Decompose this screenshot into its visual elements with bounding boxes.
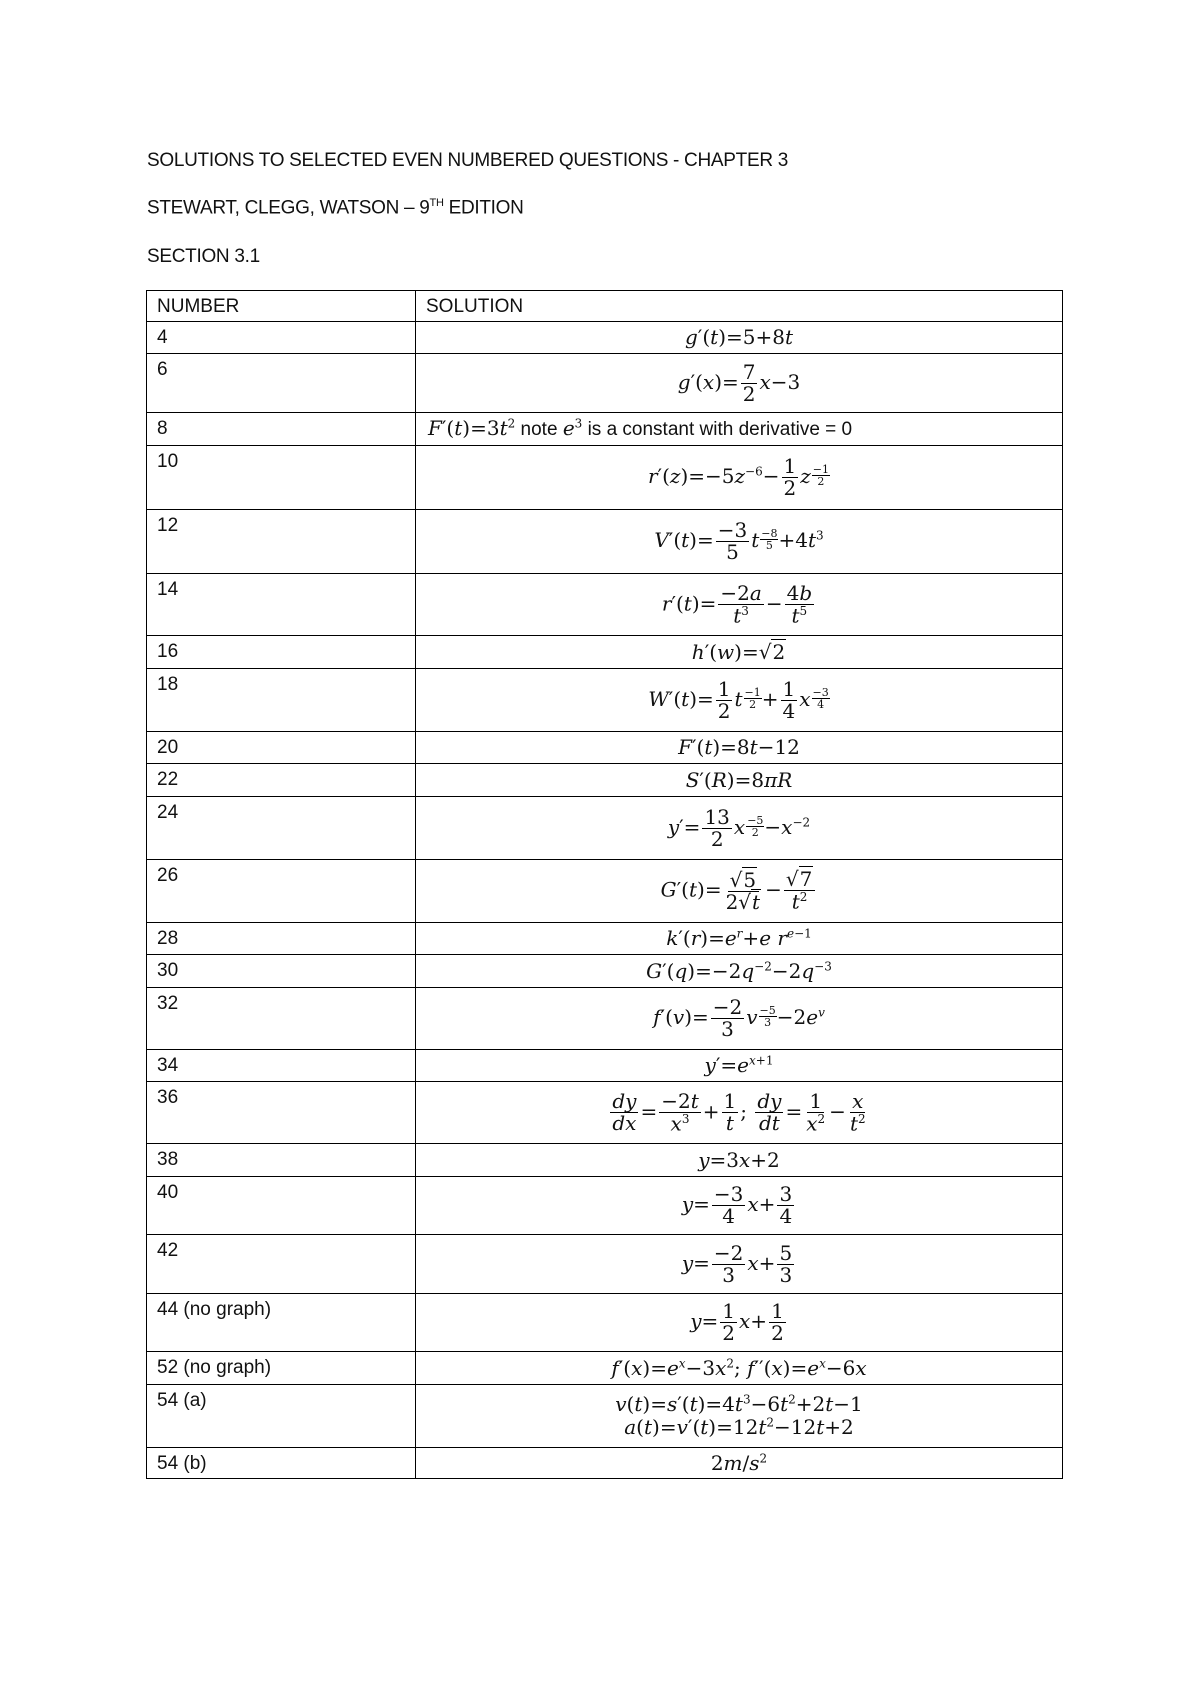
- solution-formula: y′= $\frac{13}{2}$ x $\frac{-5}{2}$ $-x^{-2}$: [416, 797, 1063, 860]
- table-row: [147, 669, 1063, 732]
- question-number: 26: [147, 860, 416, 923]
- table-row: [147, 1385, 1063, 1448]
- column-header-solution: SOLUTION: [416, 291, 1063, 322]
- table-row: [147, 1082, 1063, 1144]
- question-number: 42: [147, 1235, 416, 1294]
- table-row: [147, 1144, 1063, 1177]
- table-row: [147, 1448, 1063, 1479]
- book-edition-line: STEWART, CLEGG, WATSON – 9TH EDITION: [147, 197, 524, 219]
- solution-formula: S′(R)=8πR: [416, 764, 1063, 797]
- section-heading: SECTION 3.1: [147, 246, 260, 267]
- solution-formula: y= $\frac{-3}{4}$ x+ $\frac{3}{4}$: [416, 1177, 1063, 1235]
- table-row: [147, 764, 1063, 797]
- question-number: 24: [147, 797, 416, 860]
- solution-formula: $y'=e^{x+1}$: [416, 1050, 1063, 1082]
- solution-formula: W′(t)= $\frac{1}{2}$ t $\frac{-1}{2}$ + $\frac{1}{4}$ x $\frac{-3}{4}$: [416, 669, 1063, 732]
- table-header-row: [147, 291, 1063, 322]
- question-number: 38: [147, 1144, 416, 1177]
- question-number: 44 (no graph): [147, 1294, 416, 1352]
- table-row: [147, 1050, 1063, 1082]
- column-header-number: NUMBER: [147, 291, 416, 322]
- solutions-table: [146, 290, 1063, 1479]
- table-row: [147, 955, 1063, 988]
- table-row: [147, 1177, 1063, 1235]
- solution-formula: y=3x+2: [416, 1144, 1063, 1177]
- table-row: [147, 1235, 1063, 1294]
- question-number: 4: [147, 322, 416, 354]
- solution-formula: $v(t)=s'(t)=4t^3-6t^2+2t-1$ $a(t)=v'(t)=12t^2-12t+2$: [416, 1385, 1063, 1448]
- question-number: 12: [147, 510, 416, 574]
- question-number: 52 (no graph): [147, 1352, 416, 1385]
- solution-formula: h′(w)=√2: [416, 636, 1063, 669]
- question-number: 14: [147, 574, 416, 636]
- table-row: [147, 732, 1063, 764]
- solution-formula: f′(v)= $\frac{-2}{3}$ v $\frac{-5}{3}$ $-2e^v$: [416, 988, 1063, 1050]
- table-row: [147, 923, 1063, 955]
- solution-formula: $r'(z)=-5z^{-6}-$ $\frac{1}{2}$ z $\frac{-1}{2}$: [416, 446, 1063, 510]
- question-number: 20: [147, 732, 416, 764]
- question-number: 32: [147, 988, 416, 1050]
- solution-formula: $2m/s^2$: [416, 1448, 1063, 1479]
- table-row: [147, 413, 1063, 446]
- table-row: [147, 797, 1063, 860]
- solution-formula: y= $\frac{-2}{3}$ x+ $\frac{5}{3}$: [416, 1235, 1063, 1294]
- table-row: [147, 860, 1063, 923]
- table-row: [147, 1294, 1063, 1352]
- solution-formula: $F'(t)=3t^2$ note $e^3$ is a constant with derivative = 0: [416, 413, 1063, 446]
- solution-formula: g′(t)=5+8t: [416, 322, 1063, 354]
- solution-formula: r′(t)= $\frac{-2a}{t^3}$ − $\frac{4b}{t^5}$: [416, 574, 1063, 636]
- solution-formula: $f'(x)=e^x-3x^2$; $f''(x)=e^x-6x$: [416, 1352, 1063, 1385]
- solution-formula: g′(x)= $\frac{7}{2}$ x−3: [416, 354, 1063, 413]
- table-row: [147, 988, 1063, 1050]
- solution-formula: $k'(r)=e^r+e$ $r^{e-1}$: [416, 923, 1063, 955]
- table-row: [147, 354, 1063, 413]
- question-number: 6: [147, 354, 416, 413]
- question-number: 8: [147, 413, 416, 446]
- question-number: 54 (b): [147, 1448, 416, 1479]
- table-row: [147, 446, 1063, 510]
- question-number: 54 (a): [147, 1385, 416, 1448]
- question-number: 28: [147, 923, 416, 955]
- solution-formula: y= $\frac{1}{2}$ x+ $\frac{1}{2}$: [416, 1294, 1063, 1352]
- question-number: 10: [147, 446, 416, 510]
- solution-formula: V′(t)= $\frac{-3}{5}$ t $\frac{-8}{5}$ $+4t^3$: [416, 510, 1063, 574]
- question-number: 18: [147, 669, 416, 732]
- question-number: 40: [147, 1177, 416, 1235]
- table-row: [147, 1352, 1063, 1385]
- question-number: 30: [147, 955, 416, 988]
- solution-formula: G′(t)= $\frac{√5}{2√t}$ − $\frac{√7}{t^2}$: [416, 860, 1063, 923]
- table-row: [147, 574, 1063, 636]
- question-number: 22: [147, 764, 416, 797]
- question-number: 16: [147, 636, 416, 669]
- solution-formula: $G'(q)=-2q^{-2}-2q^{-3}$: [416, 955, 1063, 988]
- solution-formula: $\frac{dy}{dx}$ = $\frac{-2t}{x^3}$ + $\frac{1}{t}$ ; $\frac{dy}{dt}$ = $\frac{1}{x^2}$ − $\frac{x}{t^2}$: [416, 1082, 1063, 1144]
- table-row: [147, 510, 1063, 574]
- table-row: [147, 636, 1063, 669]
- table-row: [147, 322, 1063, 354]
- document-title: SOLUTIONS TO SELECTED EVEN NUMBERED QUESTIONS - CHAPTER 3: [147, 150, 788, 171]
- question-number: 36: [147, 1082, 416, 1144]
- question-number: 34: [147, 1050, 416, 1082]
- solution-formula: F′(t)=8t−12: [416, 732, 1063, 764]
